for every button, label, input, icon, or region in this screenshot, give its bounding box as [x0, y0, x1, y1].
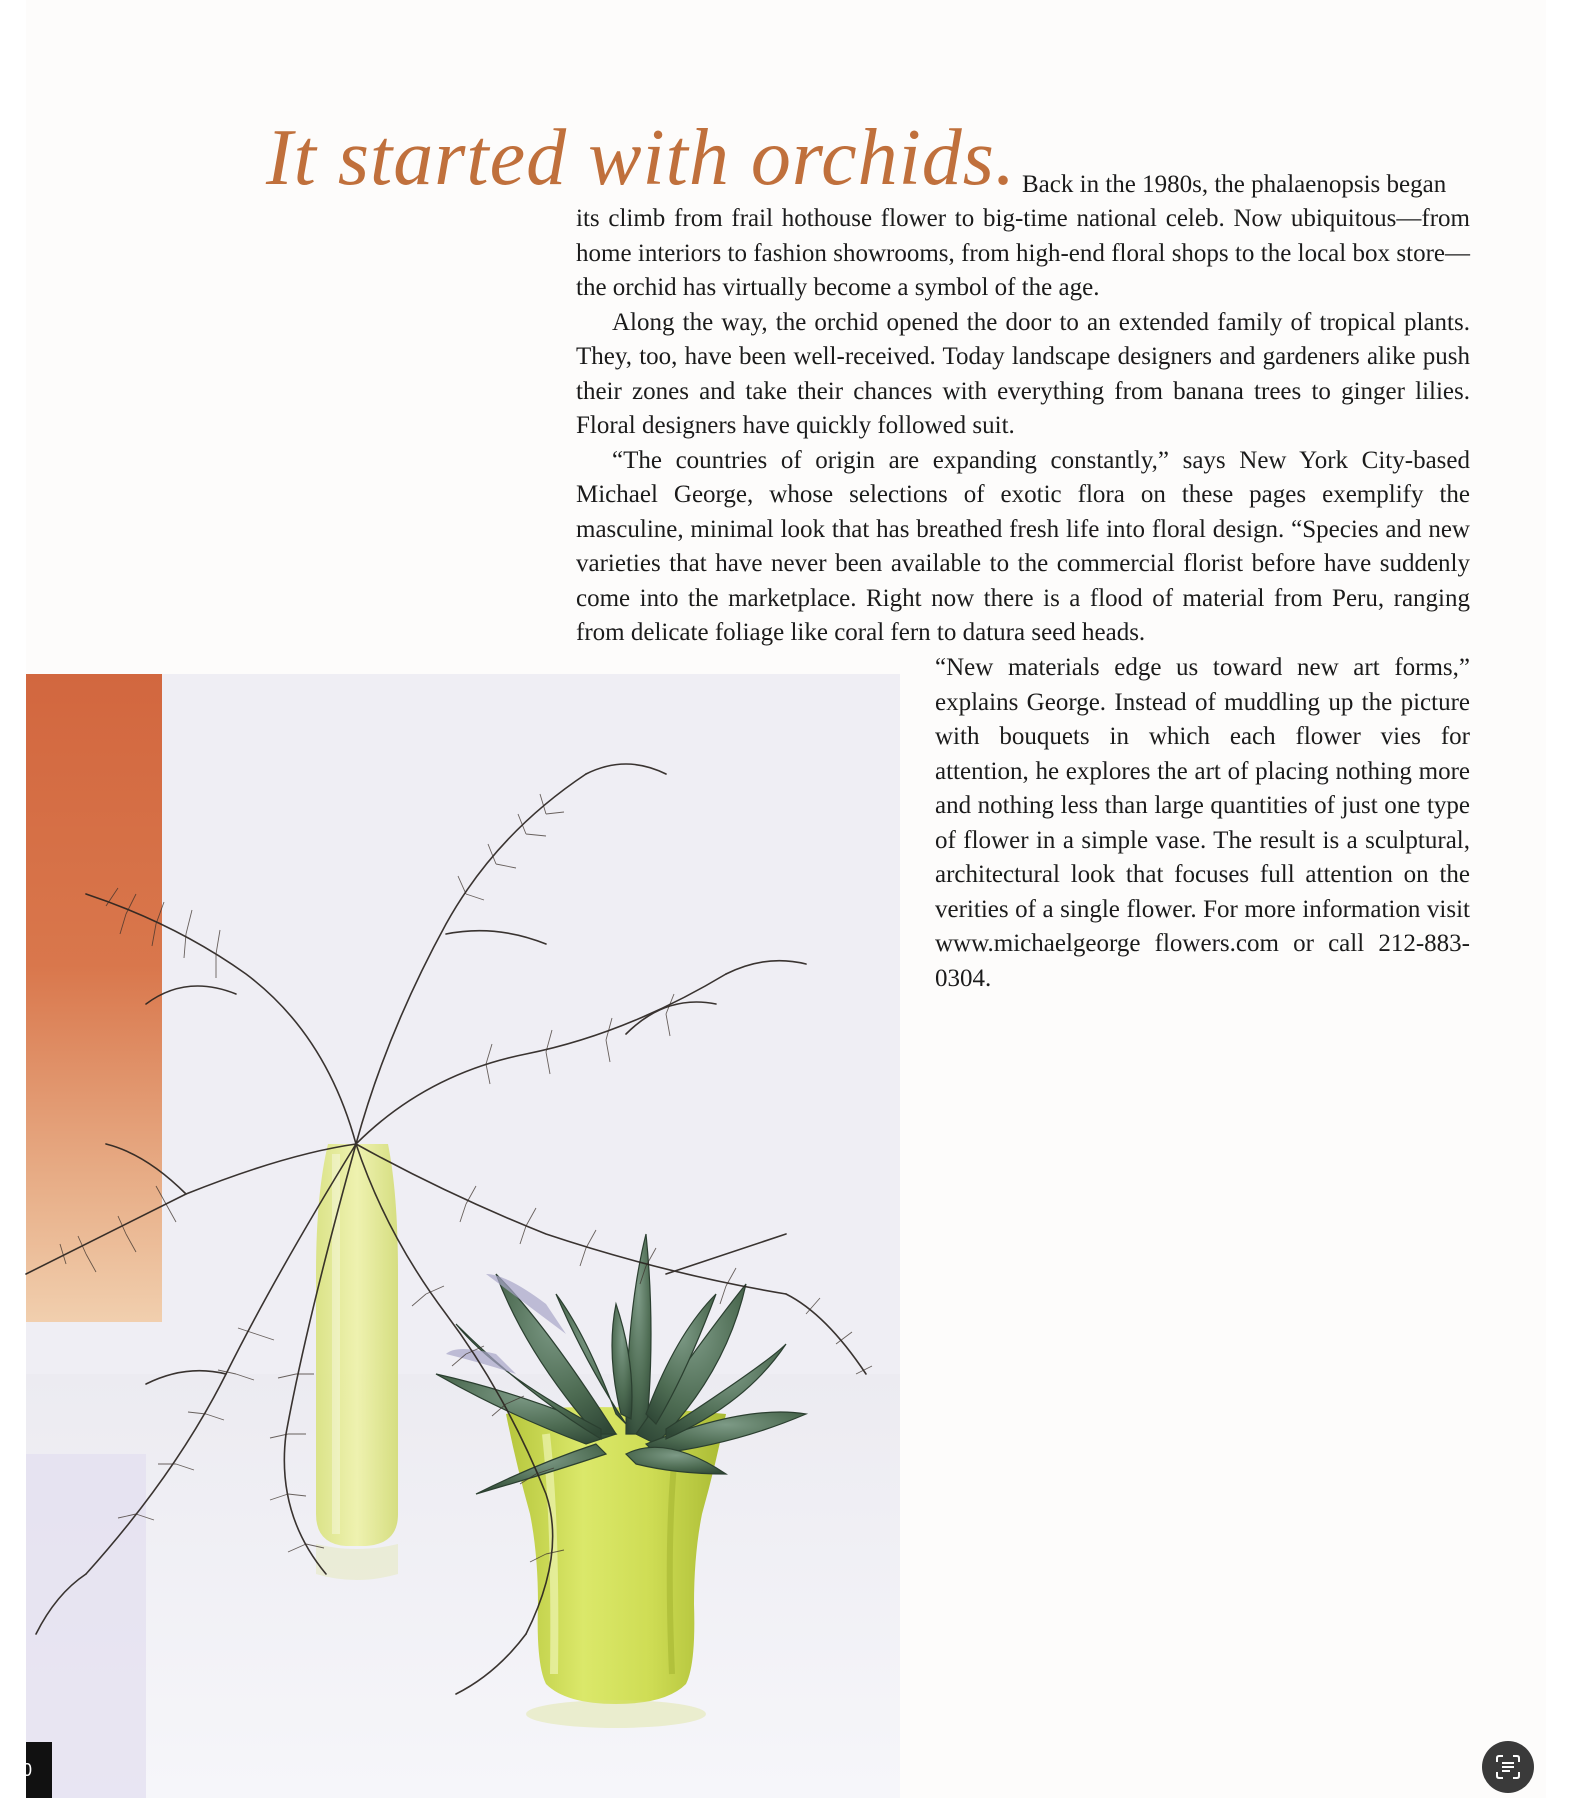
orange-panel [26, 674, 162, 1322]
page-number-tab [22, 1742, 52, 1798]
article-column [576, 202, 1470, 651]
page-number: 0 [22, 1760, 33, 1780]
paragraph-3: “The countries of origin are expanding constantly,” says New York City-based Michael George, whose selections of exotic flora on these pages exemplify the masculine, minimal look that has breathed fresh life into floral design. “Species and new varieties that have never been available to the commercial florist before have suddenly come into the marketplace. Right now there is a flood of material from Peru, ranging from delicate foliage like coral fern to datura seed heads. [576, 446, 1470, 646]
text-scan-icon [1494, 1753, 1522, 1781]
headline: It started with orchids. [266, 114, 1016, 202]
arrangement-photo [26, 674, 900, 1798]
paragraph-1: its climb from frail hothouse flower to big-time national celeb. Now ubiquitous—from home interiors to fashion showrooms, from high-end floral shops to the local box store—the orchid has virtually become a symbol of the age. [576, 205, 1470, 301]
back-vase [316, 1144, 398, 1580]
paragraph-4: “New materials edge us toward new art forms,” explains George. Instead of muddling up the picture with bouquets in which each flower vies for attention, he explores the art of placing nothing more and nothing less than large quantities of just one type of flower in a simple vase. The result is a sculptural, architectural look that focuses full attention on the verities of a single flower. For more information visit www.michaelgeorge flowers.com or call 212-883-0304. [935, 654, 1470, 992]
paragraph-2: Along the way, the orchid opened the door to an extended family of tropical plants. They, too, have been well-received. Today landscape designers and gardeners alike push their zones and take their chances with everything from banana trees to ginger lilies. Floral designers have quickly followed suit. [576, 308, 1470, 439]
article-column-narrow [935, 651, 1470, 996]
text-scan-button[interactable] [1482, 1741, 1534, 1793]
lead-first-line: Back in the 1980s, the phalaenopsis began [1022, 171, 1447, 198]
photo-illustration [26, 674, 900, 1798]
